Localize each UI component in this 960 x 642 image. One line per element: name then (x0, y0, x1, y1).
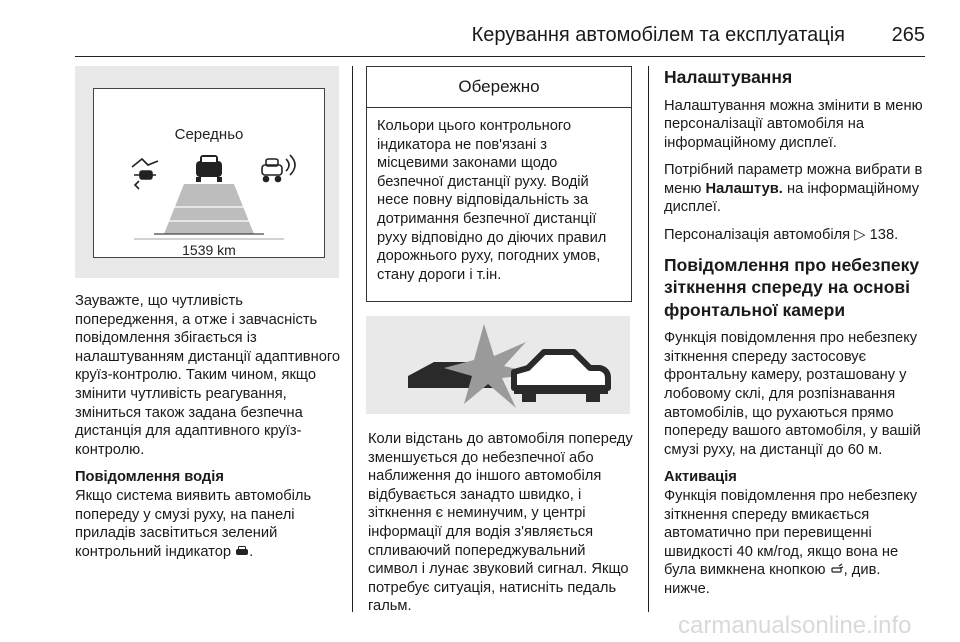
column-3 (664, 66, 930, 607)
section-heading: Повідомлення водія (75, 469, 224, 486)
collision-graphic (366, 316, 630, 414)
paragraph (75, 487, 347, 561)
distance-display-figure (75, 66, 339, 278)
section-heading: Налаштування (664, 67, 793, 87)
header-rule (75, 56, 925, 57)
collision-warning-figure (366, 316, 630, 414)
distance-readout: 1539 km (182, 242, 236, 257)
car-approach-icon (132, 159, 158, 189)
page-number: 265 (891, 24, 925, 46)
display-graphic (94, 89, 324, 257)
paragraph (664, 487, 930, 599)
paragraph: Коли відстань до автомобіля попереду зменшується до небезпечної або наближення до іншого автомобіля відбувається занадто швидко, і зіткнення є неминучим, у центрі інформації для водія з'являється спливаючий попереджувальний символ і лунає звуковий сигнал. Якщо потребує ситуація, натисніть педаль гальм. (368, 431, 633, 615)
info-display-screen (93, 88, 325, 258)
warning-text: Кольори цього контрольного індикатора не пов'язані з місцевими законами щодо безпечної дистанції руху. Водій несе повну відповідальність за дотримання безпечної дистанції руху відповідно до діючих правил дорожнього руху, погодних умов, стану дороги і т.ін. (377, 118, 607, 283)
paragraph-text: на інформаційному дисплеї. (664, 180, 920, 216)
road-shape (164, 184, 254, 234)
column-divider (648, 66, 649, 612)
paragraph-text: , див. нижче. (664, 562, 881, 597)
paragraph-text: Функція повідомлення про небезпеку зіткнення спереду вмикається автоматично при перевищенні швидкості 40 км/год, якщо вона не була вимкнена кнопкою (664, 487, 918, 579)
page-title: Керування автомобілем та експлуатація (471, 24, 845, 46)
menu-name: Налаштув. (705, 180, 783, 197)
paragraph (664, 161, 930, 217)
section-heading: Повідомлення про небезпеку зіткнення спереду на основі фронтальної камери (664, 254, 920, 320)
watermark: carmanualsonline.info (678, 612, 912, 639)
page-ref-arrow-icon: ▷ (854, 227, 866, 244)
page-header (75, 22, 925, 52)
paragraph: Функція повідомлення про небезпеку зіткнення спереду застосовує фронтальну камеру, розташовану у лобовому склі, для розпізнавання автомобілів, що рухаються прямо попереду вашого автомобіля, у вашій смузі руху, на дистанції до 60 м. (664, 330, 921, 458)
paragraph-text: Персоналізація автомобіля (664, 227, 851, 244)
sensitivity-label: Середньо (174, 126, 244, 143)
car-indicator-icon (235, 545, 249, 557)
paragraph: Налаштування можна змінити в меню персоналізації автомобіля на інформаційному дисплеї. (664, 97, 923, 151)
car-outline-icon (514, 352, 608, 402)
car-radar-icon (262, 155, 295, 182)
paragraph-text: Якщо система виявить автомобіль попереду у смузі руху, на панелі приладів засвітиться зелений контрольний індикатор (75, 487, 312, 560)
column-1 (75, 292, 347, 570)
section-heading: Активація (664, 469, 737, 486)
paragraph-end: . (249, 543, 254, 560)
paragraph: Зауважте, що чутливість попередження, а отже і завчасність повідомлення збігається із налаштуванням дистанції адаптивного круїз-контролю. Таким чином, якщо змінити чутливість реагування, зміниться також задана безпечна дистанція для адаптивного круїз-контролю. (75, 293, 341, 458)
collision-button-icon (830, 563, 844, 575)
car-icon (196, 155, 222, 182)
column-2 (368, 430, 638, 625)
paragraph-text: Потрібний параметр можна вибрати в меню (664, 162, 923, 197)
page-reference: 138. (869, 227, 899, 244)
paragraph (664, 226, 930, 245)
warning-box (366, 66, 632, 302)
warning-title: Обережно (367, 67, 631, 108)
column-divider (352, 66, 353, 612)
